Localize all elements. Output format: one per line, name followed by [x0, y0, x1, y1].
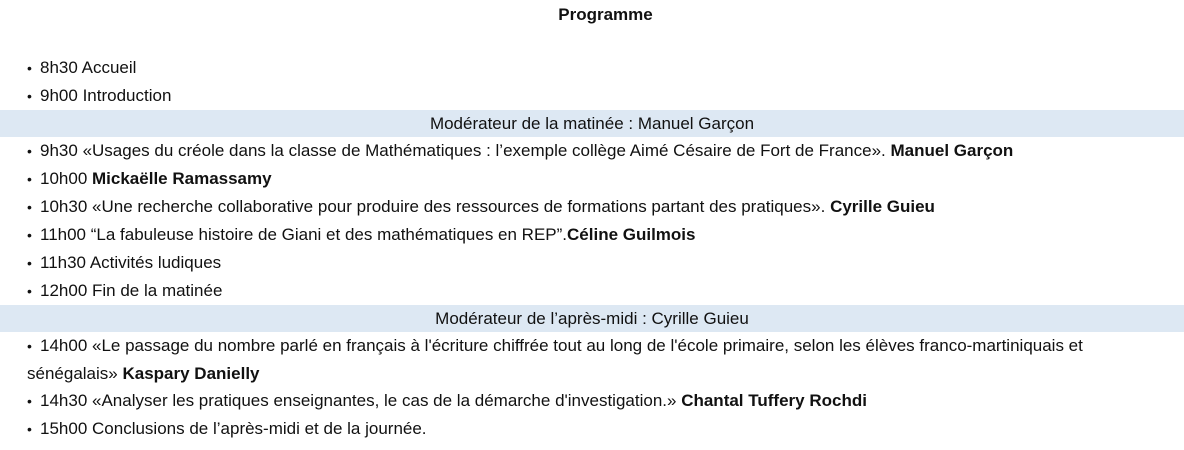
list-item	[0, 82, 1184, 110]
bullet-icon: •	[27, 255, 32, 271]
item-text: Activités ludiques	[89, 253, 222, 272]
bullet-icon: •	[27, 393, 32, 409]
programme-list	[0, 54, 1184, 443]
list-item	[0, 54, 1184, 82]
bullet-icon: •	[27, 227, 32, 243]
bullet-icon: •	[27, 143, 32, 159]
list-item	[0, 277, 1184, 305]
bullet-icon: •	[27, 283, 32, 299]
item-text: «Une recherche collaborative pour produire des ressources de formations partant des pratiques».	[92, 197, 826, 216]
item-speaker: Cyrille Guieu	[830, 197, 935, 216]
bullet-icon: •	[27, 60, 32, 76]
list-item	[0, 221, 1184, 249]
list-item	[0, 165, 1184, 193]
bullet-icon: •	[27, 421, 32, 437]
bullet-icon: •	[27, 199, 32, 215]
item-text: «Usages du créole dans la classe de Mathématiques : l’exemple collège Aimé Césaire de Fort de France».	[82, 141, 886, 160]
item-speaker: Manuel Garçon	[890, 141, 1014, 160]
item-text: Accueil	[81, 58, 137, 77]
item-time: 15h00	[40, 419, 88, 438]
item-time: 11h00	[40, 225, 87, 244]
moderator-morning-band: Modérateur de la matinée : Manuel Garçon	[0, 110, 1184, 137]
page-title: Programme	[558, 5, 653, 24]
item-time: 11h30	[40, 253, 87, 272]
bullet-icon: •	[27, 171, 32, 187]
item-time: 14h30	[40, 391, 88, 410]
item-text: Introduction	[82, 86, 172, 105]
item-text: Fin de la matinée	[92, 281, 223, 300]
list-item	[0, 137, 1184, 165]
item-text: “La fabuleuse histoire de Giani et des mathématiques en REP”.	[90, 225, 568, 244]
list-item	[0, 249, 1184, 277]
list-item	[0, 415, 1184, 443]
item-time: 14h00	[40, 336, 88, 355]
item-speaker: Mickaëlle Ramassamy	[92, 169, 272, 188]
moderator-afternoon-band: Modérateur de l’après-midi : Cyrille Guieu	[0, 305, 1184, 332]
item-time: 9h30	[40, 141, 78, 160]
item-speaker: Kaspary Danielly	[122, 364, 260, 383]
item-text: «Analyser les pratiques enseignantes, le cas de la démarche d'investigation.»	[92, 391, 677, 410]
item-time: 9h00	[40, 86, 78, 105]
list-item	[0, 387, 1184, 415]
list-item	[0, 332, 1184, 387]
item-text: Conclusions de l’après-midi et de la journée.	[92, 419, 427, 438]
item-speaker: Chantal Tuffery Rochdi	[681, 391, 867, 410]
item-time: 12h00	[40, 281, 88, 300]
item-time: 10h30	[40, 197, 88, 216]
item-time: 10h00	[40, 169, 88, 188]
item-text: «Le passage du nombre parlé en français à l'écriture chiffrée tout au long de l'école primaire, selon les élèves franco-martiniquais et sénégalais»	[27, 336, 1083, 383]
list-item	[0, 193, 1184, 221]
item-speaker: Céline Guilmois	[567, 225, 696, 244]
bullet-icon: •	[27, 338, 32, 354]
bullet-icon: •	[27, 88, 32, 104]
item-time: 8h30	[40, 58, 78, 77]
